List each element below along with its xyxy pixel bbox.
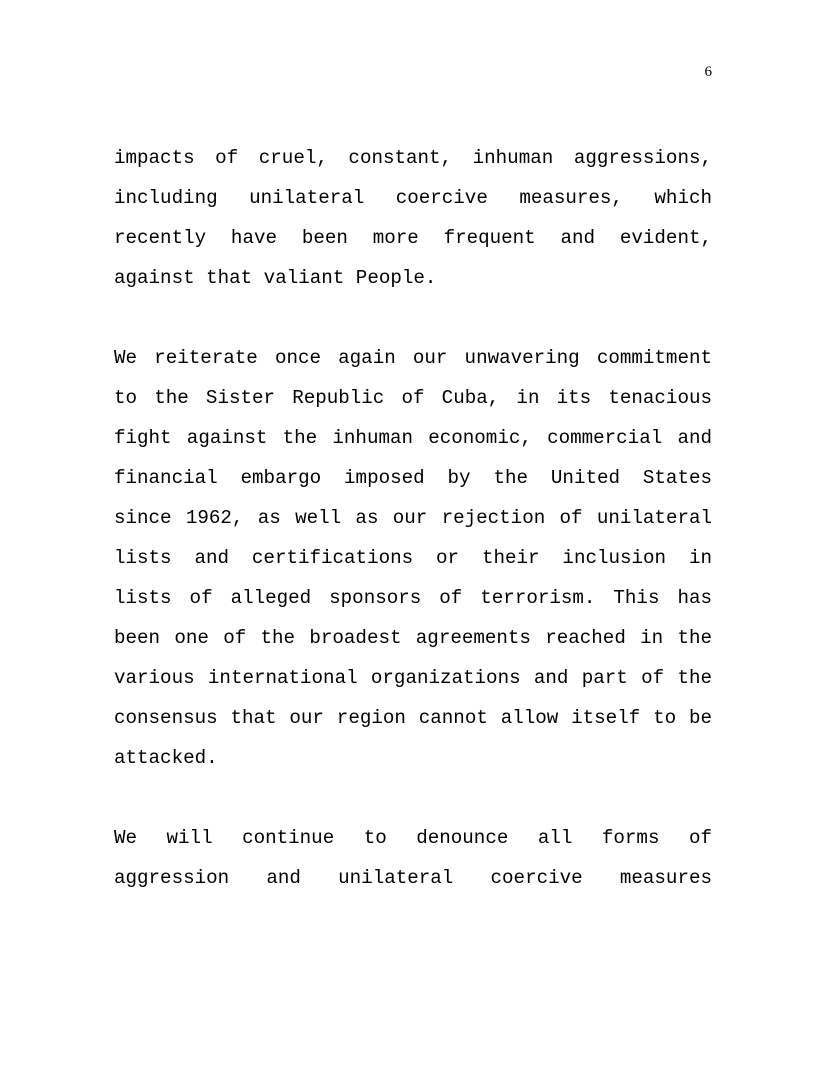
body-text-column (114, 138, 712, 898)
page-number: 6 (704, 64, 712, 80)
paragraph-3: We will continue to denounce all forms of aggression and unilateral coercive measures (114, 827, 712, 889)
paragraph-2: We reiterate once again our unwavering commitment to the Sister Republic of Cuba, in its tenacious fight against the inhuman economic, commercial and financial embargo imposed by the United States since 1962, as well as our rejection of unilateral lists and certifications or their inclusion in lists of alleged sponsors of terrorism. This has been one of the broadest agreements reached in the various international organizations and part of the consensus that our region cannot allow itself to be attacked. (114, 347, 712, 769)
paragraph-1: impacts of cruel, constant, inhuman aggressions, including unilateral coercive measures, which recently have been more frequent and evident, against that valiant People. (114, 147, 712, 289)
